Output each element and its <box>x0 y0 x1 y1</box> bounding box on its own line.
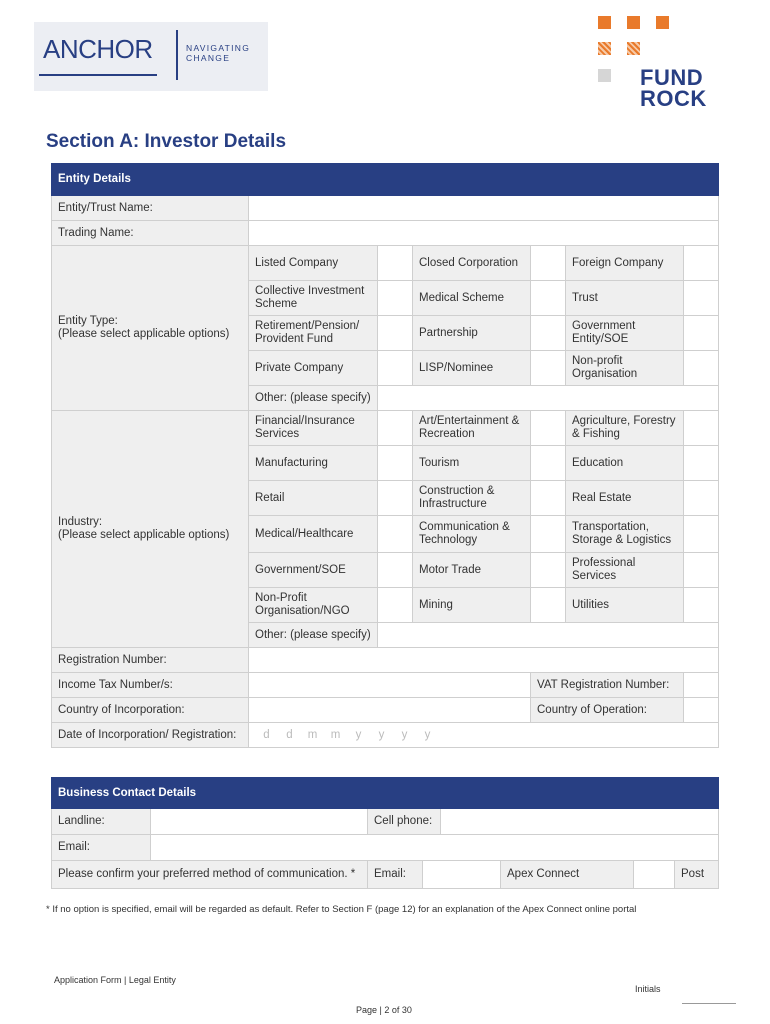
industry-checkbox[interactable] <box>684 553 719 588</box>
entity-type-checkbox[interactable] <box>378 246 413 281</box>
industry-checkbox[interactable] <box>378 553 413 588</box>
fundrock-square <box>627 42 640 55</box>
industry-other-input[interactable] <box>378 623 719 648</box>
pref-apex-connect-label: Apex Connect <box>501 861 634 889</box>
industry-checkbox[interactable] <box>378 516 413 553</box>
pref-apex-connect-checkbox[interactable] <box>634 861 675 889</box>
entity-type-option: Non-profit Organisation <box>566 351 684 386</box>
landline-input[interactable] <box>151 809 368 835</box>
income-tax-label: Income Tax Number/s: <box>52 673 249 698</box>
trading-name-label: Trading Name: <box>52 221 249 246</box>
default-communication-note: * If no option is specified, email will be regarded as default. Refer to Section F (page 12) for an explanation of the Apex Connect online portal <box>46 904 637 915</box>
entity-type-checkbox[interactable] <box>684 246 719 281</box>
industry-checkbox[interactable] <box>378 446 413 481</box>
entity-type-label-hint: (Please select applicable options) <box>58 328 230 340</box>
pref-email-label: Email: <box>368 861 423 889</box>
preferred-communication-label: Please confirm your preferred method of communication. * <box>52 861 368 889</box>
industry-checkbox[interactable] <box>684 411 719 446</box>
industry-checkbox[interactable] <box>378 481 413 516</box>
entity-type-option: Private Company <box>249 351 378 386</box>
entity-other-input[interactable] <box>378 386 719 411</box>
industry-option: Transportation, Storage & Logistics <box>566 516 684 553</box>
date-digit-placeholder: y <box>424 728 431 741</box>
country-operation-label: Country of Operation: <box>531 698 684 723</box>
industry-checkbox[interactable] <box>531 481 566 516</box>
entity-other-label: Other: (please specify) <box>249 386 378 411</box>
footer-form-name: Application Form | Legal Entity <box>54 975 176 985</box>
entity-type-checkbox[interactable] <box>684 351 719 386</box>
industry-checkbox[interactable] <box>684 446 719 481</box>
registration-number-label: Registration Number: <box>52 648 249 673</box>
anchor-divider <box>176 30 178 80</box>
industry-option: Utilities <box>566 588 684 623</box>
date-digit-placeholder: d <box>286 728 293 741</box>
entity-trust-name-input[interactable] <box>249 196 719 221</box>
industry-option: Motor Trade <box>413 553 531 588</box>
industry-option: Education <box>566 446 684 481</box>
industry-label <box>52 411 249 648</box>
entity-type-option: Medical Scheme <box>413 281 531 316</box>
income-tax-input[interactable] <box>249 673 531 698</box>
entity-type-checkbox[interactable] <box>531 351 566 386</box>
industry-option: Tourism <box>413 446 531 481</box>
country-operation-input[interactable] <box>684 698 719 723</box>
industry-label-title: Industry: <box>58 516 103 528</box>
entity-type-checkbox[interactable] <box>531 316 566 351</box>
anchor-logo <box>34 22 268 91</box>
industry-checkbox[interactable] <box>531 588 566 623</box>
date-incorporation-label: Date of Incorporation/ Registration: <box>52 723 249 748</box>
industry-option: Government/SOE <box>249 553 378 588</box>
anchor-tagline <box>186 43 250 63</box>
entity-type-checkbox[interactable] <box>531 246 566 281</box>
email-label: Email: <box>52 835 151 861</box>
industry-checkbox[interactable] <box>378 588 413 623</box>
date-digit-placeholder: y <box>378 728 385 741</box>
anchor-tagline-line-1: NAVIGATING <box>186 43 251 53</box>
anchor-underline <box>39 74 157 76</box>
trading-name-input[interactable] <box>249 221 719 246</box>
entity-type-checkbox[interactable] <box>531 281 566 316</box>
fundrock-square <box>598 42 611 55</box>
country-incorporation-input[interactable] <box>249 698 531 723</box>
industry-checkbox[interactable] <box>531 516 566 553</box>
entity-type-option: Retirement/Pension/ Provident Fund <box>249 316 378 351</box>
date-digit-placeholder: y <box>401 728 408 741</box>
industry-option: Professional Services <box>566 553 684 588</box>
industry-checkbox[interactable] <box>684 588 719 623</box>
industry-option: Retail <box>249 481 378 516</box>
footer-initials-label: Initials <box>635 984 661 994</box>
industry-option: Financial/Insurance Services <box>249 411 378 446</box>
entity-type-checkbox[interactable] <box>378 316 413 351</box>
entity-type-option: Listed Company <box>249 246 378 281</box>
entity-type-checkbox[interactable] <box>684 281 719 316</box>
anchor-tagline-line-2: CHANGE <box>186 53 231 63</box>
entity-type-option: Foreign Company <box>566 246 684 281</box>
industry-checkbox[interactable] <box>531 446 566 481</box>
entity-details-header: Entity Details <box>52 164 719 196</box>
email-input[interactable] <box>151 835 719 861</box>
pref-post-label: Post <box>675 861 719 889</box>
footer-page-number: Page | 2 of 30 <box>356 1005 412 1015</box>
entity-details-table <box>51 163 719 748</box>
vat-label: VAT Registration Number: <box>531 673 684 698</box>
industry-label-hint: (Please select applicable options) <box>58 529 230 541</box>
section-title: Section A: Investor Details <box>46 131 287 152</box>
industry-option: Medical/Healthcare <box>249 516 378 553</box>
industry-option: Non-Profit Organisation/NGO <box>249 588 378 623</box>
entity-type-option: Closed Corporation <box>413 246 531 281</box>
fundrock-square <box>656 16 669 29</box>
pref-email-checkbox[interactable] <box>423 861 501 889</box>
registration-number-input[interactable] <box>249 648 719 673</box>
industry-option: Manufacturing <box>249 446 378 481</box>
industry-checkbox[interactable] <box>531 553 566 588</box>
fundrock-line-1: FUND <box>640 65 704 90</box>
entity-type-label <box>52 246 249 411</box>
date-incorporation-input[interactable] <box>249 723 719 748</box>
entity-type-checkbox[interactable] <box>378 281 413 316</box>
date-digit-placeholder: d <box>263 728 270 741</box>
industry-other-label: Other: (please specify) <box>249 623 378 648</box>
entity-type-option: Collective Investment Scheme <box>249 281 378 316</box>
entity-type-option: Trust <box>566 281 684 316</box>
industry-option: Art/Entertainment & Recreation <box>413 411 531 446</box>
date-digit-placeholder: m <box>330 728 341 741</box>
entity-type-checkbox[interactable] <box>684 316 719 351</box>
fundrock-square <box>598 16 611 29</box>
business-contact-table <box>51 777 719 889</box>
cell-phone-label: Cell phone: <box>368 809 441 835</box>
industry-checkbox[interactable] <box>531 411 566 446</box>
entity-type-option: Government Entity/SOE <box>566 316 684 351</box>
industry-option: Mining <box>413 588 531 623</box>
entity-type-checkbox[interactable] <box>378 351 413 386</box>
business-contact-header: Business Contact Details <box>52 778 719 809</box>
cell-phone-input[interactable] <box>441 809 719 835</box>
fundrock-wordmark <box>640 67 707 109</box>
entity-type-label-title: Entity Type: <box>58 315 118 327</box>
entity-trust-name-label: Entity/Trust Name: <box>52 196 249 221</box>
fundrock-square <box>598 69 611 82</box>
date-digit-placeholder: y <box>355 728 362 741</box>
entity-type-option: LISP/Nominee <box>413 351 531 386</box>
industry-option: Communication & Technology <box>413 516 531 553</box>
fundrock-line-2: ROCK <box>640 86 707 111</box>
entity-type-option: Partnership <box>413 316 531 351</box>
country-incorporation-label: Country of Incorporation: <box>52 698 249 723</box>
industry-checkbox[interactable] <box>684 516 719 553</box>
vat-input[interactable] <box>684 673 719 698</box>
initials-signature-line[interactable] <box>682 1003 736 1004</box>
industry-option: Real Estate <box>566 481 684 516</box>
industry-option: Construction & Infrastructure <box>413 481 531 516</box>
industry-checkbox[interactable] <box>378 411 413 446</box>
landline-label: Landline: <box>52 809 151 835</box>
industry-checkbox[interactable] <box>684 481 719 516</box>
date-digit-placeholder: m <box>307 728 318 741</box>
anchor-wordmark: ANCHOR <box>43 34 153 64</box>
industry-option: Agriculture, Forestry & Fishing <box>566 411 684 446</box>
fundrock-square <box>627 16 640 29</box>
